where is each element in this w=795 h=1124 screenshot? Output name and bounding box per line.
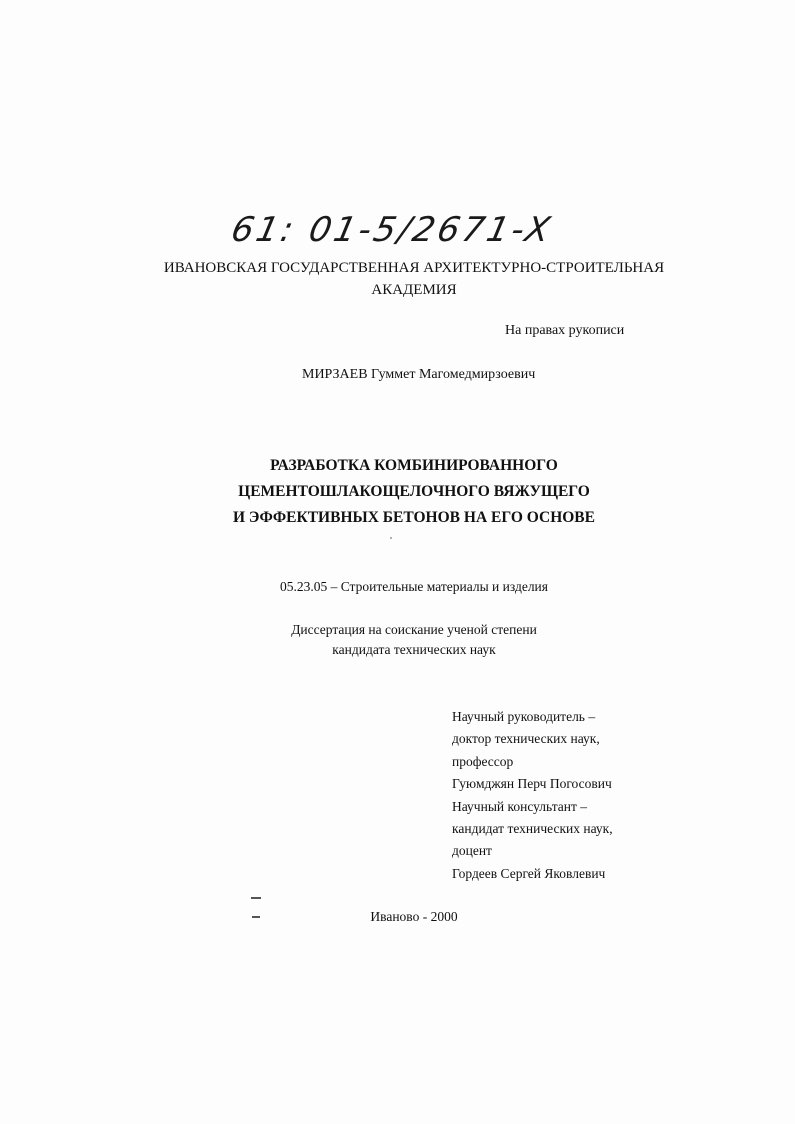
advisor-line: Гордеев Сергей Яковлевич [452, 865, 606, 881]
scan-speck [390, 537, 392, 539]
advisor-line: доцент [452, 843, 492, 859]
advisor-line: доктор технических наук, [452, 731, 600, 747]
dissertation-line-1: Диссертация на соискание ученой степени [291, 622, 537, 637]
title-line-1: РАЗРАБОТКА КОМБИНИРОВАННОГО [270, 457, 558, 474]
handwritten-catalog-number: 61: 01-5/2671-X [227, 210, 557, 250]
dissertation-line-2: кандидата технических наук [332, 642, 496, 657]
manuscript-rights-note: На правах рукописи [505, 323, 625, 338]
advisor-line: профессор [452, 753, 514, 769]
institution-name-line1: ИВАНОВСКАЯ ГОСУДАРСТВЕННАЯ АРХИТЕКТУРНО-СТРОИТЕЛЬНАЯ [163, 260, 665, 276]
advisor-line: кандидат технических наук, [452, 821, 613, 837]
advisors-block [452, 706, 613, 885]
city-year: Иваново - 2000 [370, 909, 458, 924]
title-line-3: И ЭФФЕКТИВНЫХ БЕТОНОВ НА ЕГО ОСНОВЕ [232, 509, 595, 526]
institution-name-line2: АКАДЕМИЯ [371, 282, 457, 298]
advisor-line: Научный руководитель – [452, 709, 596, 724]
title-line-2: ЦЕМЕНТОШЛАКОЩЕЛОЧНОГО ВЯЖУЩЕГО [238, 483, 590, 500]
specialty-line: 05.23.05 – Строительные материалы и изделия [279, 579, 548, 594]
author-name: МИРЗАЕВ Гуммет Магомедмирзоевич [302, 367, 536, 382]
advisor-line: Научный консультант – [452, 798, 587, 814]
advisor-line: Гуюмджян Перч Погосович [452, 776, 612, 792]
scan-mark [251, 897, 261, 899]
